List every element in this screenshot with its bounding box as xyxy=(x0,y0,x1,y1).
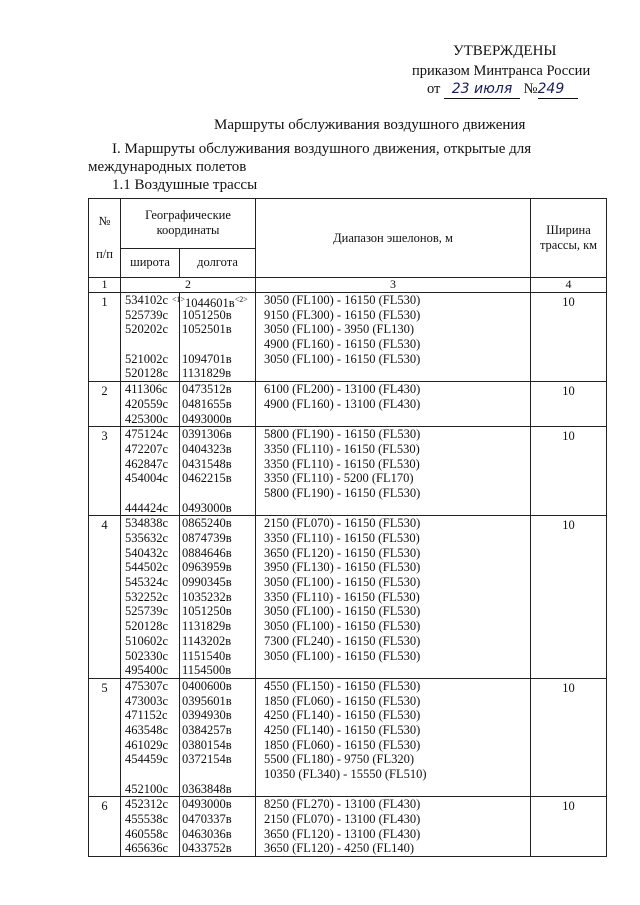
longitude-value: 0990345в xyxy=(182,575,232,590)
flight-level-range: 3050 (FL100) - 16150 (FL530) xyxy=(264,619,421,634)
header-latitude: широта xyxy=(121,248,180,277)
header-longitude: долгота xyxy=(180,248,256,277)
longitude-text: 1044601в xyxy=(185,296,235,311)
latitude-value: 510602с xyxy=(125,633,169,648)
longitude-value: 1131829в xyxy=(182,366,232,381)
latitude-cell xyxy=(121,797,180,857)
flight-level-range: 7300 (FL240) - 16150 (FL530) xyxy=(264,633,421,648)
longitude-value: 0493000в xyxy=(182,797,232,812)
longitude-value: 0394930в xyxy=(182,708,232,723)
longitude-value: 1131829в xyxy=(182,619,232,634)
longitude-value: 1151540в xyxy=(182,648,232,663)
latitude-cell xyxy=(121,427,180,516)
subsection-heading: 1.1 Воздушные трассы xyxy=(112,177,258,193)
flight-levels-cell xyxy=(256,797,531,857)
flight-level-range: 3650 (FL120) - 4250 (FL140) xyxy=(264,841,415,856)
longitude-value: 0384257в xyxy=(182,722,232,737)
latitude-value: 473003с xyxy=(125,693,169,708)
flight-level-range: 3350 (FL110) - 16150 (FL530) xyxy=(264,589,420,604)
flight-level-range: 3050 (FL100) - 16150 (FL530) xyxy=(264,293,421,307)
flight-level-range: 3350 (FL110) - 16150 (FL530) xyxy=(264,441,420,456)
flight-levels-cell xyxy=(256,516,531,679)
longitude-value: 0404323в xyxy=(182,441,232,456)
handwritten-number: 249 xyxy=(537,81,565,97)
header-width: Ширина трассы, км xyxy=(531,199,607,278)
flight-level-range: 4250 (FL140) - 16150 (FL530) xyxy=(264,722,421,737)
flight-level-range: 6100 (FL200) - 13100 (FL430) xyxy=(264,382,421,397)
flight-level-range: 1850 (FL060) - 16150 (FL530) xyxy=(264,737,421,752)
header-levels: Диапазон эшелонов, м xyxy=(256,199,531,278)
number-prefix: № xyxy=(523,81,538,97)
latitude-value: 545324с xyxy=(125,575,169,590)
column-number-row: 1 2 3 4 xyxy=(89,278,607,293)
flight-level-range: 3050 (FL100) - 3950 (FL130) xyxy=(264,322,415,337)
document-title: Маршруты обслуживания воздушного движения xyxy=(214,117,526,133)
latitude-value: 465636с xyxy=(125,841,169,856)
route-row xyxy=(89,293,607,382)
latitude-value: 454004с xyxy=(125,471,169,486)
flight-level-range: 3350 (FL110) - 16150 (FL530) xyxy=(264,456,420,471)
order-line: приказом Минтранса России xyxy=(412,63,591,79)
latitude-value: 534838с xyxy=(125,516,169,531)
latitude-value xyxy=(121,337,179,352)
latitude-value: 455538с xyxy=(125,812,169,827)
latitude-value: 502330с xyxy=(125,648,169,663)
route-row xyxy=(89,427,607,516)
latitude-value: 475307с xyxy=(125,678,169,693)
longitude-value: 0433752в xyxy=(182,841,232,856)
flight-level-range: 5500 (FL180) - 9750 (FL320) xyxy=(264,752,415,767)
route-width: 10 xyxy=(531,293,607,382)
route-number: 5 xyxy=(89,678,121,797)
latitude-value: 463548с xyxy=(125,722,169,737)
latitude-cell xyxy=(121,516,180,679)
latitude-value: 444424с xyxy=(125,500,169,515)
route-width: 10 xyxy=(531,427,607,516)
longitude-value: 1035232в xyxy=(182,589,232,604)
flight-level-range: 4550 (FL150) - 16150 (FL530) xyxy=(264,678,421,693)
flight-level-range: 2150 (FL070) - 16150 (FL530) xyxy=(264,516,421,531)
route-row xyxy=(89,516,607,679)
longitude-value: 0470337в xyxy=(182,812,232,827)
longitude-value: 0400600в xyxy=(182,678,232,693)
header-number: № п/п xyxy=(89,199,121,278)
longitude-value: 1051250в xyxy=(182,307,232,322)
latitude-value: 525739с xyxy=(125,604,169,619)
flight-level-range: 5800 (FL190) - 16150 (FL530) xyxy=(264,485,421,500)
flight-level-range: 9150 (FL300) - 16150 (FL530) xyxy=(264,307,421,322)
order-date-line xyxy=(427,81,578,99)
flight-level-range: 3050 (FL100) - 16150 (FL530) xyxy=(264,648,421,663)
approved-heading: УТВЕРЖДЕНЫ xyxy=(453,43,557,59)
longitude-cell xyxy=(172,293,256,382)
flight-level-range: 4900 (FL160) - 13100 (FL430) xyxy=(264,396,421,411)
route-width: 10 xyxy=(531,516,607,679)
flight-level-range: 5800 (FL190) - 16150 (FL530) xyxy=(264,427,421,442)
flight-level-range: 3350 (FL110) - 5200 (FL170) xyxy=(264,471,414,486)
flight-levels-cell xyxy=(256,427,531,516)
latitude-value: 520128с xyxy=(125,619,169,634)
route-width: 10 xyxy=(531,797,607,857)
longitude-value: 0874739в xyxy=(182,531,232,545)
routes-table xyxy=(88,198,607,857)
longitude-value xyxy=(180,767,255,782)
latitude-value: 520128с xyxy=(125,366,169,381)
flight-level-range: 2150 (FL070) - 13100 (FL430) xyxy=(264,812,421,827)
longitude-cell xyxy=(180,678,256,797)
latitude-value: 475124с xyxy=(125,427,169,442)
latitude-value: 452100с xyxy=(125,781,169,796)
header-geo: Географические координаты xyxy=(121,199,256,249)
longitude-value: 1052501в xyxy=(182,322,232,337)
flight-level-range: 3950 (FL130) - 16150 (FL530) xyxy=(264,560,421,575)
latitude-value xyxy=(121,486,179,501)
flight-level-range: 3050 (FL100) - 16150 (FL530) xyxy=(264,604,421,619)
latitude-value: 544502с xyxy=(125,560,169,575)
handwritten-date: 23 июля xyxy=(451,81,513,97)
date-prefix: от xyxy=(427,81,441,97)
longitude-value xyxy=(180,337,255,352)
longitude-value xyxy=(180,486,255,501)
flight-levels-cell xyxy=(256,293,531,382)
route-number: 6 xyxy=(89,797,121,857)
flight-level-range: 3050 (FL100) - 16150 (FL530) xyxy=(264,575,421,590)
section-heading-cont: международных полетов xyxy=(88,159,247,175)
flight-level-range: 4250 (FL140) - 16150 (FL530) xyxy=(264,708,421,723)
latitude-value: 532252с xyxy=(125,589,169,604)
longitude-value xyxy=(170,293,255,311)
route-row xyxy=(89,678,607,797)
flight-level-range: 4900 (FL160) - 16150 (FL530) xyxy=(264,337,421,352)
route-number: 3 xyxy=(89,427,121,516)
section-heading: I. Маршруты обслуживания воздушного движения, открытые для xyxy=(112,141,532,157)
route-number: 2 xyxy=(89,382,121,427)
longitude-cell xyxy=(180,382,256,427)
latitude-value: 495400с xyxy=(125,663,169,678)
route-row xyxy=(89,382,607,427)
latitude-cell xyxy=(121,382,180,427)
latitude-value: 425300с xyxy=(125,411,169,426)
flight-level-range: 3650 (FL120) - 16150 (FL530) xyxy=(264,545,421,560)
flight-level-range: 8250 (FL270) - 13100 (FL430) xyxy=(264,797,421,812)
latitude-value: 525739с xyxy=(125,307,169,322)
longitude-cell xyxy=(180,516,256,679)
longitude-value: 0865240в xyxy=(182,516,232,531)
longitude-value: 1143202в xyxy=(182,633,232,648)
longitude-value: 0493000в xyxy=(182,500,232,515)
latitude-value xyxy=(121,767,179,782)
longitude-value: 0395601в xyxy=(182,693,232,708)
latitude-value: 462847с xyxy=(125,456,169,471)
longitude-cell xyxy=(180,427,256,516)
route-width: 10 xyxy=(531,678,607,797)
longitude-value: 0431548в xyxy=(182,456,232,471)
latitude-value: 540432с xyxy=(125,545,169,560)
latitude-value: 521002с xyxy=(125,351,169,366)
route-number: 1 xyxy=(89,293,121,382)
longitude-value: 0463036в xyxy=(182,826,232,841)
flight-level-range: 3650 (FL120) - 13100 (FL430) xyxy=(264,826,421,841)
longitude-cell xyxy=(180,797,256,857)
route-width: 10 xyxy=(531,382,607,427)
longitude-value: 0380154в xyxy=(182,737,232,752)
flight-levels-cell xyxy=(256,382,531,427)
longitude-value: 0481655в xyxy=(182,396,232,411)
longitude-value: 0372154в xyxy=(182,752,232,767)
longitude-value: 0884646в xyxy=(182,545,232,560)
footnote-ref: <1> xyxy=(172,295,186,304)
latitude-value: 411306с xyxy=(125,382,168,397)
latitude-value: 520202с xyxy=(125,322,169,337)
flight-level-range: 3350 (FL110) - 16150 (FL530) xyxy=(264,531,420,545)
latitude-value: 454459с xyxy=(125,752,169,767)
flight-level-range: 1850 (FL060) - 16150 (FL530) xyxy=(264,693,421,708)
route-row xyxy=(89,797,607,857)
flight-level-range: 10350 (FL340) - 15550 (FL510) xyxy=(264,767,427,781)
latitude-value: 452312с xyxy=(125,797,169,812)
longitude-value: 0963959в xyxy=(182,560,232,575)
latitude-cell xyxy=(121,678,180,797)
longitude-value: 0462215в xyxy=(182,471,232,486)
latitude-value: 534102с xyxy=(125,293,169,307)
longitude-value: 1094701в xyxy=(182,351,232,366)
longitude-value: 1051250в xyxy=(182,604,232,619)
latitude-value: 460558с xyxy=(125,826,169,841)
flight-levels-cell xyxy=(256,678,531,797)
latitude-value: 461029с xyxy=(125,737,169,752)
flight-level-range: 3050 (FL100) - 16150 (FL530) xyxy=(264,351,421,366)
latitude-value: 472207с xyxy=(125,441,169,456)
longitude-value: 1154500в xyxy=(182,663,232,678)
longitude-value: 0493000в xyxy=(182,411,232,426)
route-number: 4 xyxy=(89,516,121,679)
latitude-value: 535632с xyxy=(125,531,169,545)
footnote-ref: <2> xyxy=(234,295,248,304)
longitude-value: 0363848в xyxy=(182,781,232,796)
longitude-value: 0391306в xyxy=(182,427,232,442)
latitude-value: 471152с xyxy=(125,708,168,723)
latitude-value: 420559с xyxy=(125,396,169,411)
longitude-value: 0473512в xyxy=(182,382,232,397)
